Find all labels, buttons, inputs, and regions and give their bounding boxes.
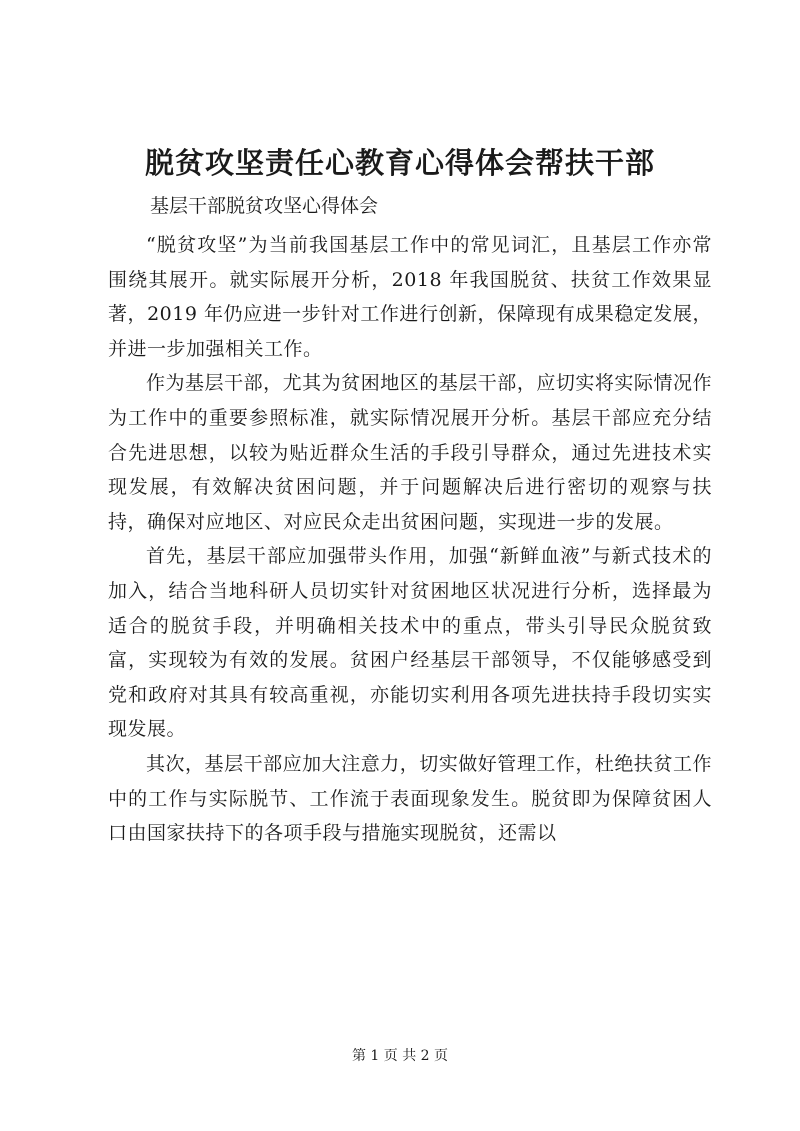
paragraph-2: 作为基层干部，尤其为贫困地区的基层干部，应切实将实际情况作为工作中的重要参照标准，就实际情况展开分析。基层干部应充分结合先进思想，以较为贴近群众生活的手段引导群众，通过先进技术实现发展，有效解决贫困问题，并于问题解决后进行密切的观察与扶持，确保对应地区、对应民众走出贫困问题，实现进一步的发展。 [108, 372, 712, 533]
paragraph-3: 首先，基层干部应加强带头作用，加强“新鲜血液”与新式技术的加入，结合当地科研人员切实针对贫困地区状况进行分析，选择最为适合的脱贫手段，并明确相关技术中的重点，带头引导民众脱贫致富，实现较为有效的发展。贫困户经基层干部领导，不仅能够感受到党和政府对其具有较高重视，亦能切实利用各项先进扶持手段切实实现发展。 [108, 545, 712, 741]
paragraph-1: “脱贫攻坚”为当前我国基层工作中的常见词汇，且基层工作亦常围绕其展开。就实际展开分析，2018 年我国脱贫、扶贫工作效果显著，2019 年仍应进一步针对工作进行创新，保障现有成果稳定发展，并进一步加强相关工作。 [108, 234, 712, 360]
page-footer: 第 1 页 共 2 页 [351, 1048, 449, 1064]
paragraph-4: 其次，基层干部应加大注意力，切实做好管理工作，杜绝扶贫工作中的工作与实际脱节、工作流于表面现象发生。脱贫即为保障贫困人口由国家扶持下的各项手段与措施实现脱贫，还需以 [108, 752, 712, 845]
document-title: 脱贫攻坚责任心教育心得体会帮扶干部 [144, 146, 655, 180]
document-subtitle: 基层干部脱贫攻坚心得体会 [150, 195, 379, 217]
document-body [108, 228, 712, 851]
